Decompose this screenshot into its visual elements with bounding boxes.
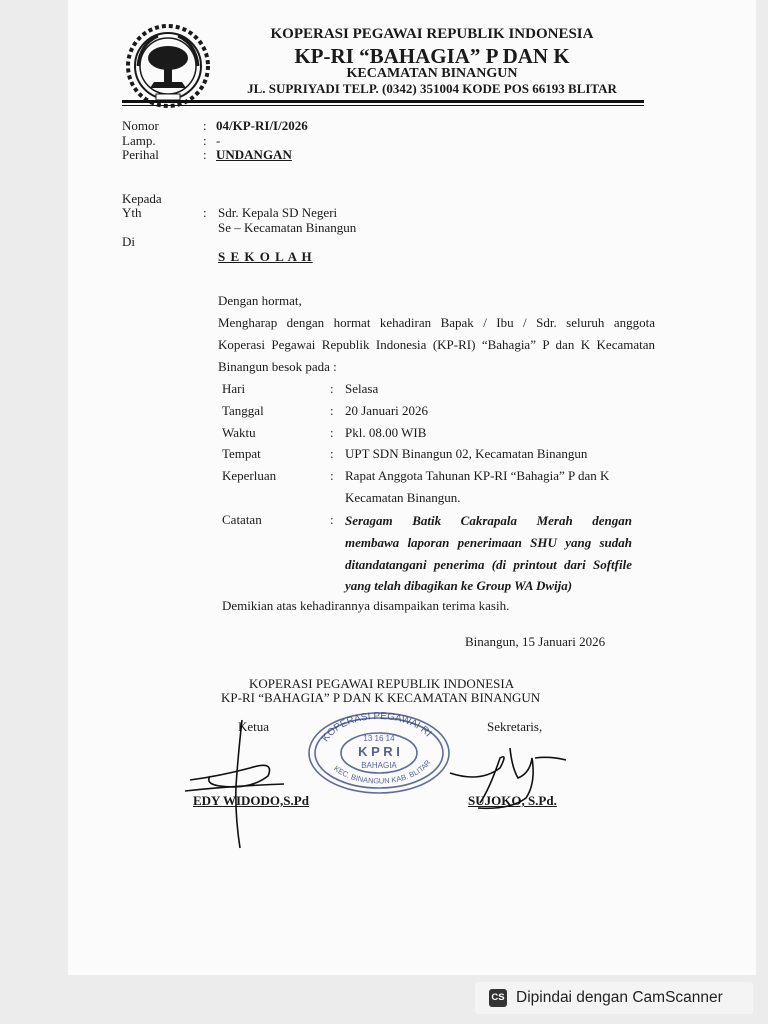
signature-org-line-1: KOPERASI PEGAWAI REPUBLIK INDONESIA xyxy=(249,676,515,691)
stamp-top-text: KOPERASI PEGAWAI RI xyxy=(320,710,434,744)
recipient-place: S E K O L A H xyxy=(218,249,313,264)
kepada-label: Kepada xyxy=(122,191,162,206)
lamp-value: - xyxy=(216,133,221,148)
header-rule-thin xyxy=(122,105,644,106)
camscanner-label: Dipindai dengan CamScanner xyxy=(516,989,723,1006)
perihal-label: Perihal xyxy=(122,147,159,162)
detail-value-tempat: UPT SDN Binangun 02, Kecamatan Binangun xyxy=(345,446,588,461)
detail-value-tanggal: 20 Januari 2026 xyxy=(345,403,429,418)
ketua-name: EDY WIDODO,S.Pd xyxy=(193,793,309,808)
paragraph-line-2: Koperasi Pegawai Republik Indonesia (KP-RI) “Bahagia” P dan K Kecamatan xyxy=(218,337,655,352)
detail-value-keperluan: Rapat Anggota Tahunan KP-RI “Bahagia” P dan K xyxy=(345,468,610,483)
detail-label-tanggal: Tanggal xyxy=(222,403,264,418)
detail-label-catatan: Catatan xyxy=(222,512,262,527)
recipient-line-2: Se – Kecamatan Binangun xyxy=(218,220,357,235)
colon: : xyxy=(203,205,207,220)
detail-label-tempat: Tempat xyxy=(222,446,261,461)
detail-value-waktu: Pkl. 08.00 WIB xyxy=(345,425,427,440)
colon: : xyxy=(330,403,334,418)
ketua-signature xyxy=(180,716,290,856)
detail-value-keperluan-2: Kecamatan Binangun. xyxy=(345,490,461,505)
place-date: Binangun, 15 Januari 2026 xyxy=(465,634,606,649)
org-address: JL. SUPRIYADI TELP. (0342) 351004 KODE POS 66193 BLITAR xyxy=(247,81,617,96)
official-stamp xyxy=(304,708,454,798)
stamp-number: 13 16 14 xyxy=(363,734,395,743)
colon: : xyxy=(330,446,334,461)
recipient-line-1: Sdr. Kepala SD Negeri xyxy=(218,205,338,220)
colon: : xyxy=(203,133,207,148)
note-line-2: membawa laporan penerimaan SHU yang sudah xyxy=(345,535,632,550)
nomor-value: 04/KP-RI/I/2026 xyxy=(216,118,308,133)
camscanner-logo-icon: CS xyxy=(489,989,507,1007)
sekretaris-title: Sekretaris, xyxy=(487,719,543,734)
perihal-value: UNDANGAN xyxy=(216,147,292,162)
note-line-4: yang telah dibagikan ke Group WA Dwija) xyxy=(345,578,573,593)
signature-org-line-2: KP-RI “BAHAGIA” P DAN K KECAMATAN BINANGUN xyxy=(221,690,541,705)
camscanner-watermark xyxy=(475,982,753,1014)
nomor-label: Nomor xyxy=(122,118,159,133)
header-rule-thick xyxy=(122,100,644,103)
stamp-bottom-text: KEC. BINANGUN KAB. BLITAR xyxy=(332,758,433,786)
colon: : xyxy=(330,381,334,396)
sekretaris-name: SUJOKO, S.Pd. xyxy=(468,793,557,808)
district-name: KECAMATAN BINANGUN xyxy=(346,66,518,81)
yth-label: Yth xyxy=(122,205,142,220)
greeting: Dengan hormat, xyxy=(218,293,302,308)
di-label: Di xyxy=(122,234,135,249)
note-line-1: Seragam Batik Cakrapala Merah dengan xyxy=(345,513,632,528)
closing-text: Demikian atas kehadirannya disampaikan terima kasih. xyxy=(222,598,510,613)
note-line-3: ditandatangani penerima (di printout dari Softfile xyxy=(345,557,632,572)
org-short-name: KP-RI “BAHAGIA” P DAN K xyxy=(294,44,570,68)
ketua-title: Ketua xyxy=(238,719,270,734)
colon: : xyxy=(203,147,207,162)
cooperative-logo xyxy=(126,24,210,108)
lamp-label: Lamp. xyxy=(122,133,156,148)
stamp-sub: BAHAGIA xyxy=(361,761,397,770)
detail-label-hari: Hari xyxy=(222,381,246,396)
org-name: KOPERASI PEGAWAI REPUBLIK INDONESIA xyxy=(270,26,594,42)
detail-label-waktu: Waktu xyxy=(222,425,256,440)
colon: : xyxy=(203,118,207,133)
sekretaris-signature xyxy=(440,728,580,818)
paragraph-line-1: Mengharap dengan hormat kehadiran Bapak / Ibu / Sdr. seluruh anggota xyxy=(218,315,655,330)
paragraph-line-3: Binangun besok pada : xyxy=(218,359,337,374)
colon: : xyxy=(330,425,334,440)
stamp-center: K P R I xyxy=(358,744,400,759)
detail-value-hari: Selasa xyxy=(345,381,379,396)
colon: : xyxy=(330,512,334,527)
document-page xyxy=(68,0,756,975)
colon: : xyxy=(330,468,334,483)
detail-label-keperluan: Keperluan xyxy=(222,468,277,483)
